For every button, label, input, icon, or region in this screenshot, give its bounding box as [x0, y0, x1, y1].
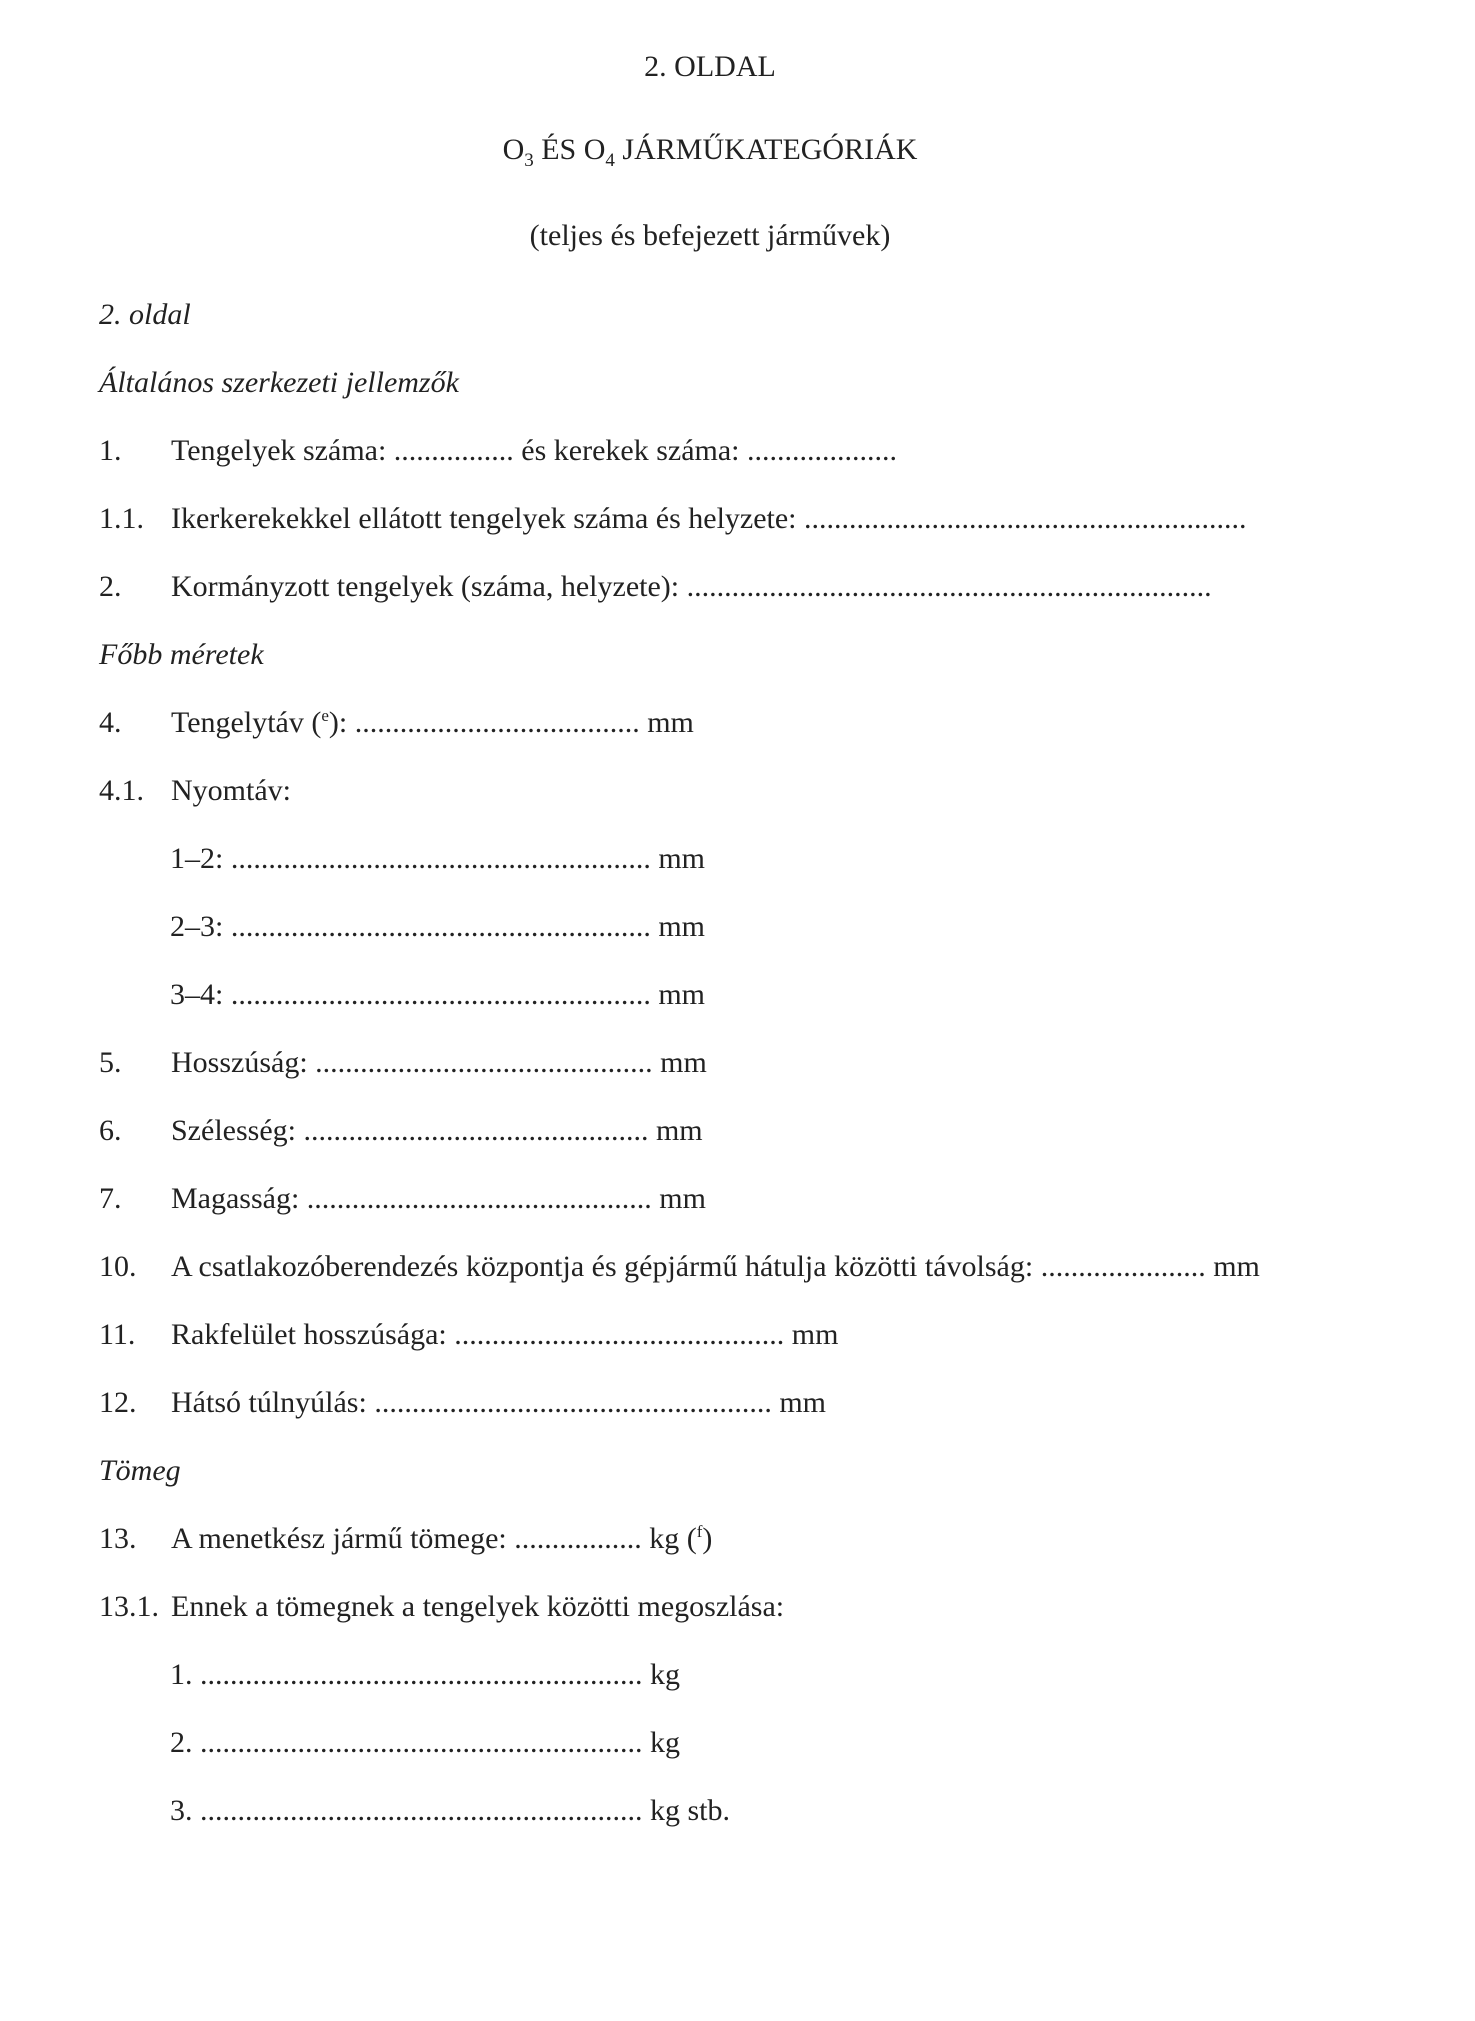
field-row-13: [99, 1522, 712, 1556]
row-number: 1.1.: [99, 502, 144, 535]
row-text: Nyomtáv:: [171, 774, 291, 807]
row-number: 13.1.: [99, 1590, 159, 1623]
row-number: 7.: [99, 1182, 122, 1215]
field-row-4-1: [99, 774, 291, 808]
field-row-1: [99, 434, 897, 468]
field-row-13-1: [99, 1590, 784, 1624]
track-2-3: 2–3: ........................................................ mm: [170, 910, 706, 943]
section-dimensions-heading: Főbb méretek: [99, 638, 264, 671]
field-row-1-1: [99, 502, 1247, 536]
footnote-f: f: [696, 1522, 703, 1541]
section-mass-heading: Tömeg: [99, 1454, 181, 1487]
title-subscript-4: 4: [605, 150, 615, 171]
row-number: 12.: [99, 1386, 137, 1419]
row-number: 6.: [99, 1114, 122, 1147]
row-number: 11.: [99, 1318, 136, 1351]
row-text: A csatlakozóberendezés központja és gépjármű hátulja közötti távolság: ...................... mm: [171, 1250, 1260, 1283]
row-text: Ennek a tömegnek a tengelyek közötti megoszlása:: [171, 1590, 785, 1623]
row-text: Magasság: .............................................. mm: [171, 1182, 706, 1215]
field-row-6: [99, 1114, 703, 1148]
axle-mass-1: 1. ........................................................... kg: [170, 1658, 680, 1691]
row-number: 1.: [99, 434, 122, 467]
row-number: 5.: [99, 1046, 122, 1079]
axle-mass-2: 2. ........................................................... kg: [170, 1726, 680, 1759]
track-1-2: 1–2: ........................................................ mm: [170, 842, 706, 875]
row-number: 2.: [99, 570, 122, 603]
section-general-heading: Általános szerkezeti jellemzők: [99, 366, 459, 399]
page-number-heading: 2. OLDAL: [644, 50, 776, 83]
field-row-7: [99, 1182, 706, 1216]
row-text: Szélesség: .............................................. mm: [171, 1114, 703, 1147]
row-text: Rakfelület hosszúsága: ............................................ mm: [171, 1318, 839, 1351]
field-row-12: [99, 1386, 826, 1420]
field-row-5: [99, 1046, 707, 1080]
document-subtitle: (teljes és befejezett járművek): [529, 219, 891, 252]
field-row-10: [99, 1250, 1260, 1284]
field-row-4: [99, 706, 694, 740]
row-text-pre: Tengelytáv (: [171, 706, 322, 739]
row-text: Hosszúság: ............................................. mm: [171, 1046, 707, 1079]
row-text: Tengelyek száma: ................ és kerekek száma: ....................: [171, 434, 898, 467]
row-text: Hátsó túlnyúlás: ..................................................... mm: [171, 1386, 826, 1419]
row-number: 4.1.: [99, 774, 144, 807]
row-text: Ikerkerekekkel ellátott tengelyek száma és helyzete: ...........................................................: [171, 502, 1247, 535]
row-number: 13.: [99, 1522, 137, 1555]
section-page-label: 2. oldal: [99, 298, 191, 331]
field-row-11: [99, 1318, 838, 1352]
title-rest: JÁRMŰKATEGÓRIÁK: [614, 133, 918, 166]
title-prefix: O: [502, 133, 525, 166]
row-text-post: ): [702, 1522, 713, 1555]
row-text-post: ): ...................................... mm: [328, 706, 694, 739]
field-row-2: [99, 570, 1212, 604]
document-title: [0, 133, 1420, 172]
row-text: Kormányzott tengelyek (száma, helyzete): ......................................................................: [171, 570, 1212, 603]
title-subscript-3: 3: [524, 150, 534, 171]
row-text-pre: A menetkész jármű tömege: ................. kg (: [171, 1522, 697, 1555]
track-3-4: 3–4: ........................................................ mm: [170, 978, 706, 1011]
row-number: 10.: [99, 1250, 137, 1283]
title-middle: ÉS O: [533, 133, 606, 166]
row-number: 4.: [99, 706, 122, 739]
axle-mass-3: 3. ........................................................... kg stb.: [170, 1794, 731, 1827]
footnote-e: e: [321, 706, 329, 725]
